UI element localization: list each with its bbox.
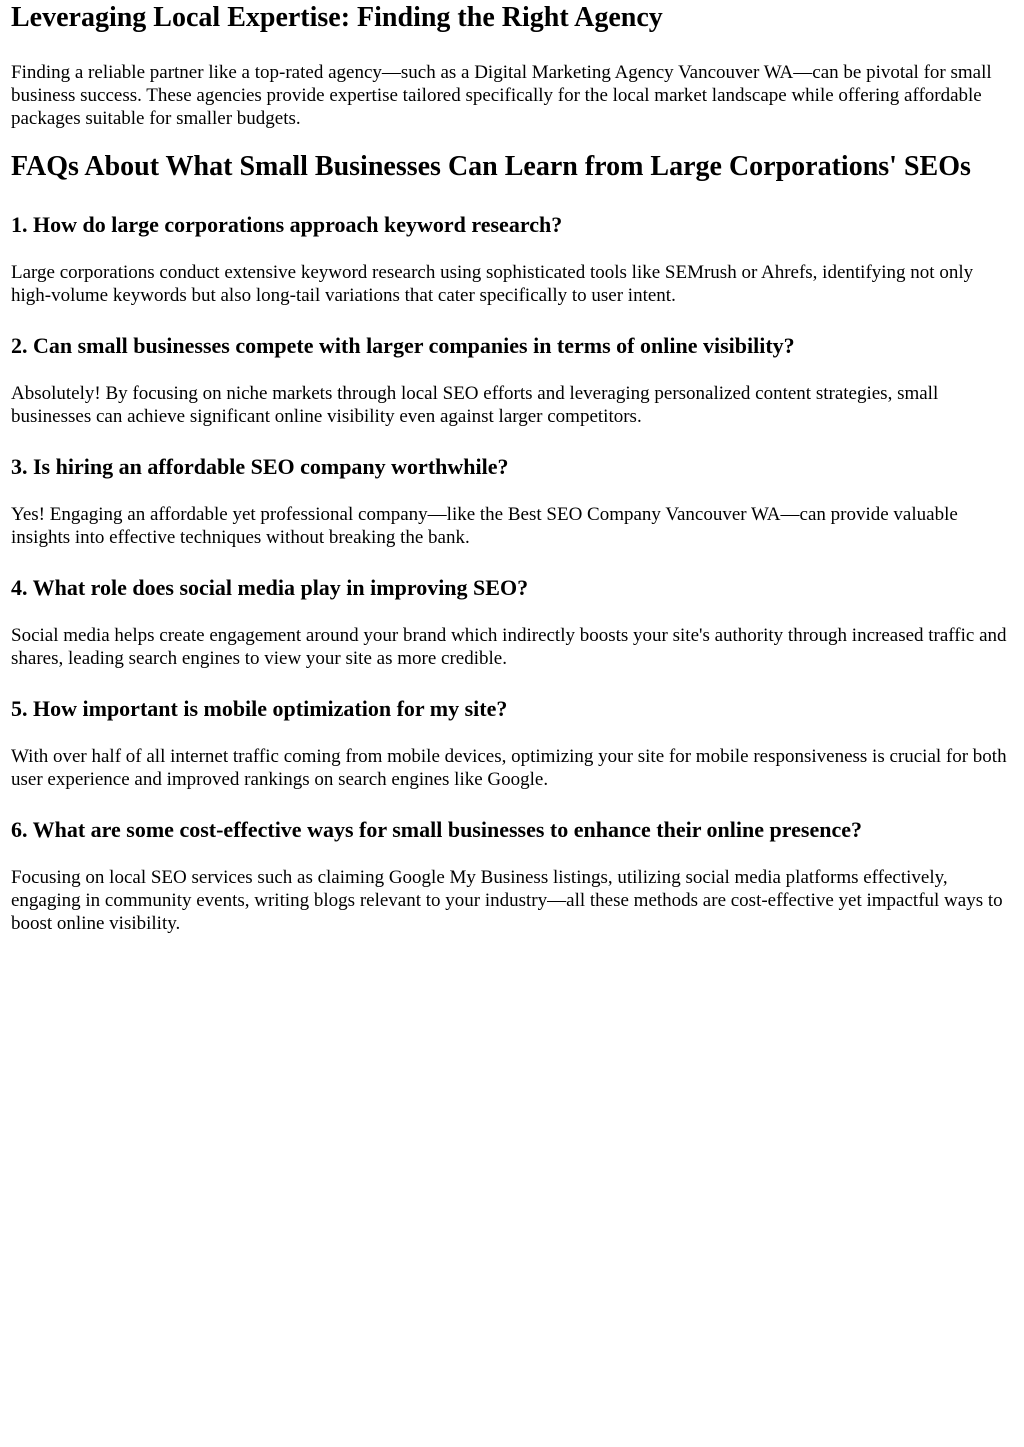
- faq-question: 6. What are some cost-effective ways for small businesses to enhance their online presence?: [11, 817, 862, 842]
- faq-answer: Large corporations conduct extensive keyword research using sophisticated tools like SEMrush or Ahrefs, identifying not only high-volume keywords but also long-tail variations that cater specifically to user intent.: [11, 262, 974, 306]
- faq-question: 2. Can small businesses compete with larger companies in terms of online visibility?: [11, 333, 795, 358]
- faq-question: 1. How do large corporations approach keyword research?: [11, 212, 563, 237]
- faq-answer: With over half of all internet traffic coming from mobile devices, optimizing your site for mobile responsiveness is crucial for both user experience and improved rankings on search engines like Google.: [11, 746, 1007, 790]
- faq-item: [11, 453, 1016, 549]
- faq-item: [11, 574, 1016, 670]
- faq-answer: Yes! Engaging an affordable yet professional company—like the Best SEO Company Vancouver WA—can provide valuable insights into effective techniques without breaking the bank.: [11, 504, 958, 548]
- faq-answer: Social media helps create engagement around your brand which indirectly boosts your site's authority through increased traffic and shares, leading search engines to view your site as more credible.: [11, 625, 1007, 669]
- faq-question: 4. What role does social media play in improving SEO?: [11, 575, 529, 600]
- faq-question: 5. How important is mobile optimization for my site?: [11, 696, 508, 721]
- faq-answer: Absolutely! By focusing on niche markets through local SEO efforts and leveraging personalized content strategies, small businesses can achieve significant online visibility even against larger competitors.: [11, 383, 939, 427]
- faq-item: [11, 816, 1016, 935]
- faq-item: [11, 332, 1016, 428]
- faq-list: [11, 211, 1016, 935]
- section-heading-local-expertise: Leveraging Local Expertise: Finding the Right Agency: [11, 2, 663, 33]
- document-page: [0, 1, 1016, 935]
- faq-item: [11, 211, 1016, 307]
- faq-question: 3. Is hiring an affordable SEO company worthwhile?: [11, 454, 509, 479]
- faq-item: [11, 695, 1016, 791]
- section-paragraph-local-expertise: Finding a reliable partner like a top-rated agency—such as a Digital Marketing Agency Vancouver WA—can be pivotal for small business success. These agencies provide expertise tailored specifically for the local market landscape while offering affordable packages suitable for smaller budgets.: [11, 62, 992, 129]
- section-heading-faqs: FAQs About What Small Businesses Can Learn from Large Corporations' SEOs: [11, 151, 971, 182]
- faq-answer: Focusing on local SEO services such as claiming Google My Business listings, utilizing social media platforms effectively, engaging in community events, writing blogs relevant to your industry—all these methods are cost-effective yet impactful ways to boost online visibility.: [11, 867, 1003, 934]
